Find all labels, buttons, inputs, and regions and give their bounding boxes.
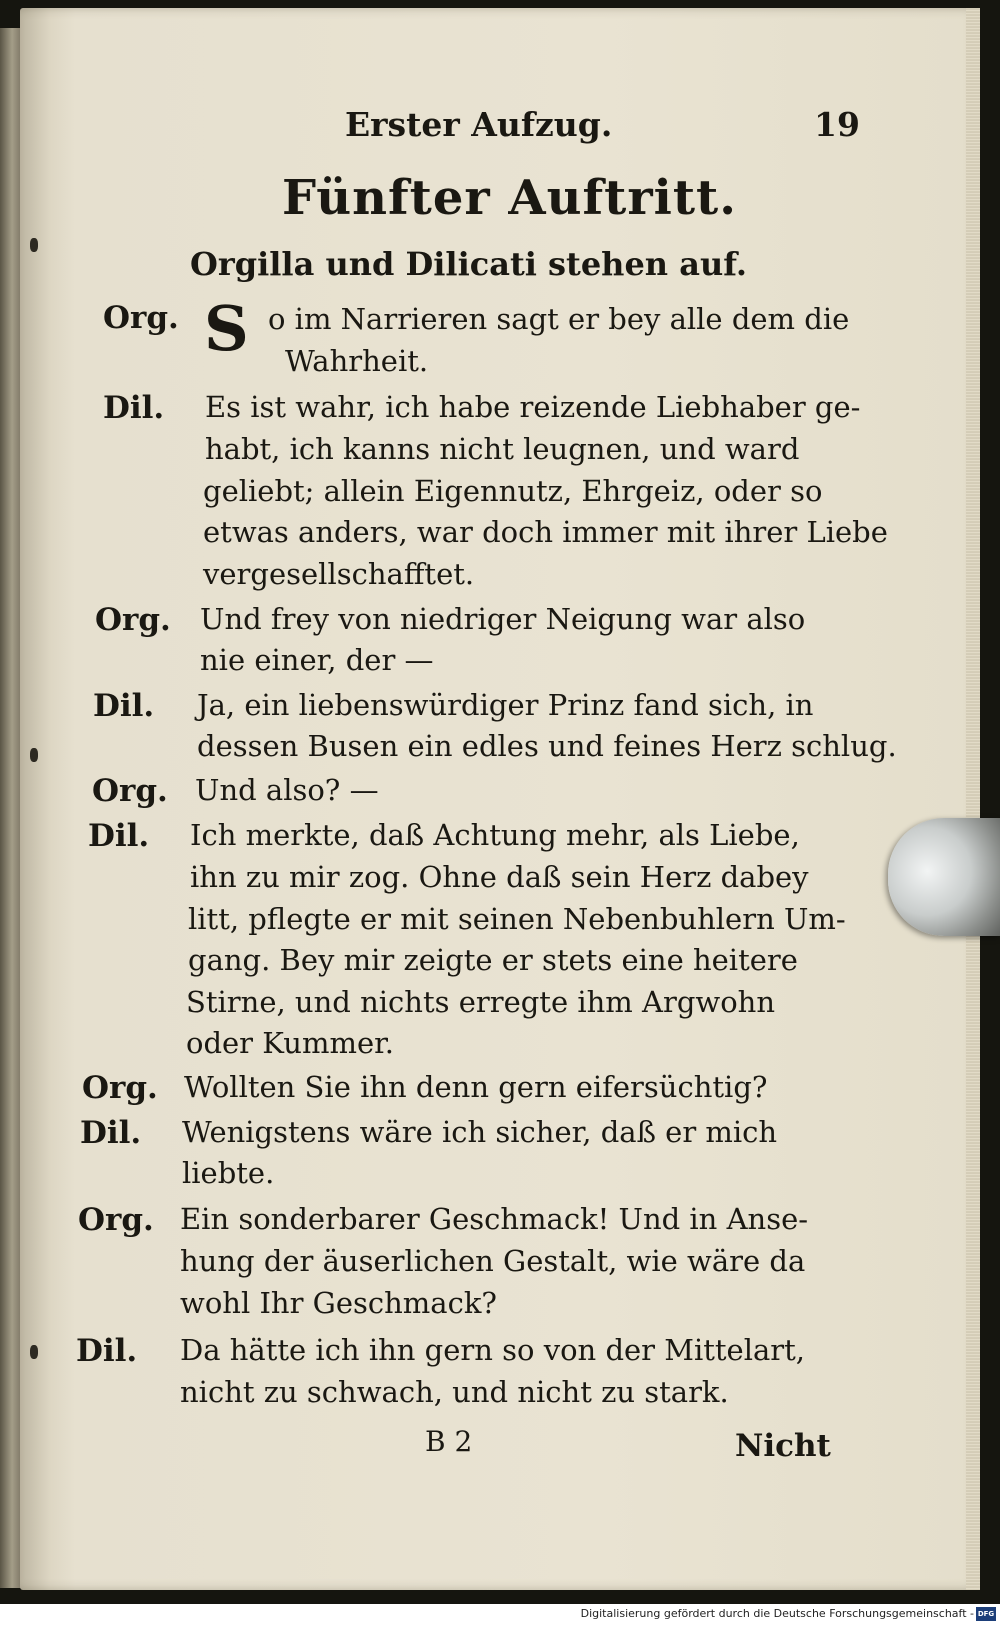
dialogue-line: habt, ich kanns nicht leugnen, und ward [205,432,800,466]
dialogue-line: nie einer, der — [200,643,434,677]
page-edge [966,8,980,1590]
dialogue-line: Wollten Sie ihn denn gern eifersüchtig? [184,1070,768,1104]
dialogue-line: hung der äuserlichen Gestalt, wie wäre da [180,1244,806,1278]
dialogue-line: Und frey von niedriger Neigung war also [200,602,806,636]
footer-credit: Digitalisierung gefördert durch die Deutsche Forschungsgemeinschaft - [580,1607,974,1620]
page-clip [888,818,1000,936]
speaker-label: Dil. [88,818,150,854]
stage-direction: Orgilla und Dilicati stehen auf. [190,245,747,283]
speaker-label: Dil. [93,688,155,724]
page-number: 19 [814,105,860,144]
speaker-label: Dil. [103,390,165,426]
footer-bar [0,1604,1000,1625]
dialogue-line: etwas anders, war doch immer mit ihrer Liebe [203,515,888,549]
book-spine [0,28,22,1588]
dialogue-line: Da hätte ich ihn gern so von der Mittelart, [180,1333,806,1367]
speaker-label: Org. [95,602,171,638]
dfg-logo: DFG [976,1607,996,1621]
binding-mark [30,1345,38,1359]
speaker-label: Dil. [76,1333,138,1369]
dialogue-line: Ein sonderbarer Geschmack! Und in Anse- [180,1202,809,1236]
dialogue-line: litt, pflegte er mit seinen Nebenbuhlern Um- [188,902,846,936]
binding-mark [30,748,38,762]
dialogue-line: gang. Bey mir zeigte er stets eine heitere [188,943,798,977]
dialogue-line: geliebt; allein Eigennutz, Ehrgeiz, oder so [203,474,823,508]
dialogue-line: liebte. [182,1156,275,1190]
dialogue-line: dessen Busen ein edles und feines Herz schlug. [197,729,897,763]
dialogue-line: Wahrheit. [285,344,429,378]
dialogue-line: nicht zu schwach, und nicht zu stark. [180,1375,729,1409]
dialogue-line: Es ist wahr, ich habe reizende Liebhaber ge- [205,390,861,424]
dialogue-line: o im Narrieren sagt er bey alle dem die [268,302,850,336]
speaker-label: Org. [92,773,168,809]
dialogue-line: wohl Ihr Geschmack? [180,1286,497,1320]
running-head: Erster Aufzug. [345,105,613,144]
speaker-label: Dil. [80,1115,142,1151]
signature-mark: B 2 [425,1425,473,1458]
dialogue-line: Ich merkte, daß Achtung mehr, als Liebe, [190,818,800,852]
speaker-label: Org. [78,1202,154,1238]
dialogue-line: ihn zu mir zog. Ohne daß sein Herz dabey [190,860,809,894]
dialogue-line: Stirne, und nichts erregte ihm Argwohn [186,985,776,1019]
dialogue-line: Wenigstens wäre ich sicher, daß er mich [182,1115,778,1149]
dialogue-line: vergesellschafftet. [203,557,475,591]
catchword: Nicht [735,1428,831,1464]
drop-cap: S [204,292,249,365]
dialogue-line: Ja, ein liebenswürdiger Prinz fand sich, in [197,688,814,722]
dialogue-line: Und also? — [195,773,379,807]
dialogue-line: oder Kummer. [186,1026,395,1060]
binding-mark [30,238,38,252]
speaker-label: Org. [82,1070,158,1106]
scene-title: Fünfter Auftritt. [282,170,737,226]
speaker-label: Org. [103,300,179,336]
